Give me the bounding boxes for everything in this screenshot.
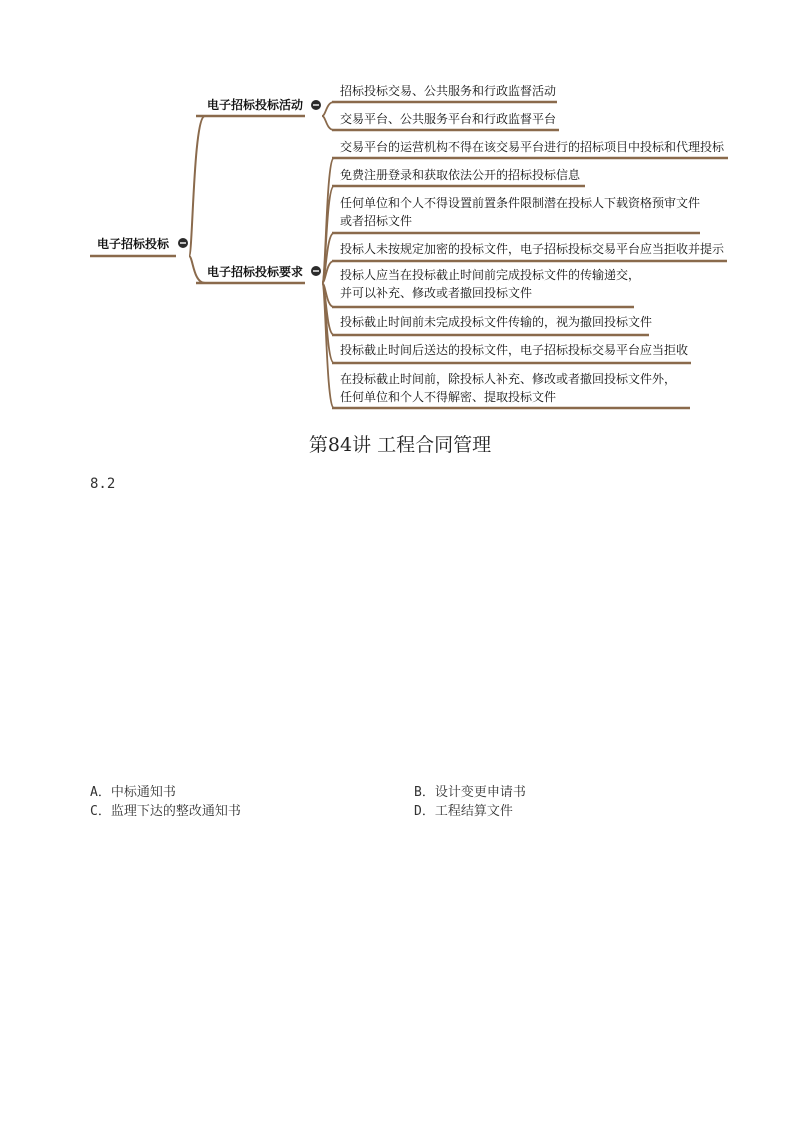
root-connector-2	[189, 256, 205, 283]
root-connector-1	[189, 116, 205, 256]
option-a[interactable]: A．中标通知书	[90, 785, 176, 800]
option-d[interactable]: D．工程结算文件	[414, 804, 513, 819]
leaf-text-2-7: 投标截止时间后送达的投标文件，电子招标投标交易平台应当拒收	[340, 343, 689, 357]
mindmap	[0, 0, 800, 420]
leaf-text-2-8-line2: 任何单位和个人不得解密、提取投标文件	[340, 390, 557, 404]
leaf-text-2-3-line1: 任何单位和个人不得设置前置条件限制潜在投标人下载资格预审文件	[340, 196, 701, 210]
leaf-text-2-5-line1: 投标人应当在投标截止时间前完成投标文件的传输递交，	[340, 268, 641, 282]
leaf-text-2-1: 交易平台的运营机构不得在该交易平台进行的招标项目中投标和代理投标	[340, 140, 725, 154]
branch-label-2: 电子招标投标要求	[207, 265, 304, 279]
leaf-text-2-3-line2: 或者招标文件	[340, 214, 413, 228]
question-number: 8.2	[90, 476, 116, 492]
leaf-text-2-4: 投标人未按规定加密的投标文件，电子招标投标交易平台应当拒收并提示	[340, 242, 725, 256]
leaf-text-2-8-line1: 在投标截止时间前，除投标人补充、修改或者撤回投标文件外，	[340, 372, 677, 386]
leaf-text-2-6: 投标截止时间前未完成投标文件传输的，视为撤回投标文件	[340, 315, 653, 329]
leaf-connector-2-3	[322, 233, 334, 283]
leaf-text-2-5-line2: 并可以补充、修改或者撤回投标文件	[340, 286, 533, 300]
leaf-connector-1-2	[322, 116, 334, 130]
mindmap-root: 电子招标投标	[97, 237, 170, 251]
leaf-connector-1-1	[322, 102, 334, 116]
option-b[interactable]: B．设计变更申请书	[414, 785, 526, 800]
leaf-text-1-1: 招标投标交易、公共服务和行政监督活动	[340, 84, 557, 98]
leaf-text-2-2: 免费注册登录和获取依法公开的招标投标信息	[340, 168, 581, 182]
lesson-title: 第84讲 工程合同管理	[308, 434, 492, 456]
leaf-text-1-2: 交易平台、公共服务平台和行政监督平台	[340, 112, 557, 126]
branch-label-1: 电子招标投标活动	[207, 98, 304, 112]
option-c[interactable]: C．监理下达的整改通知书	[90, 804, 241, 819]
